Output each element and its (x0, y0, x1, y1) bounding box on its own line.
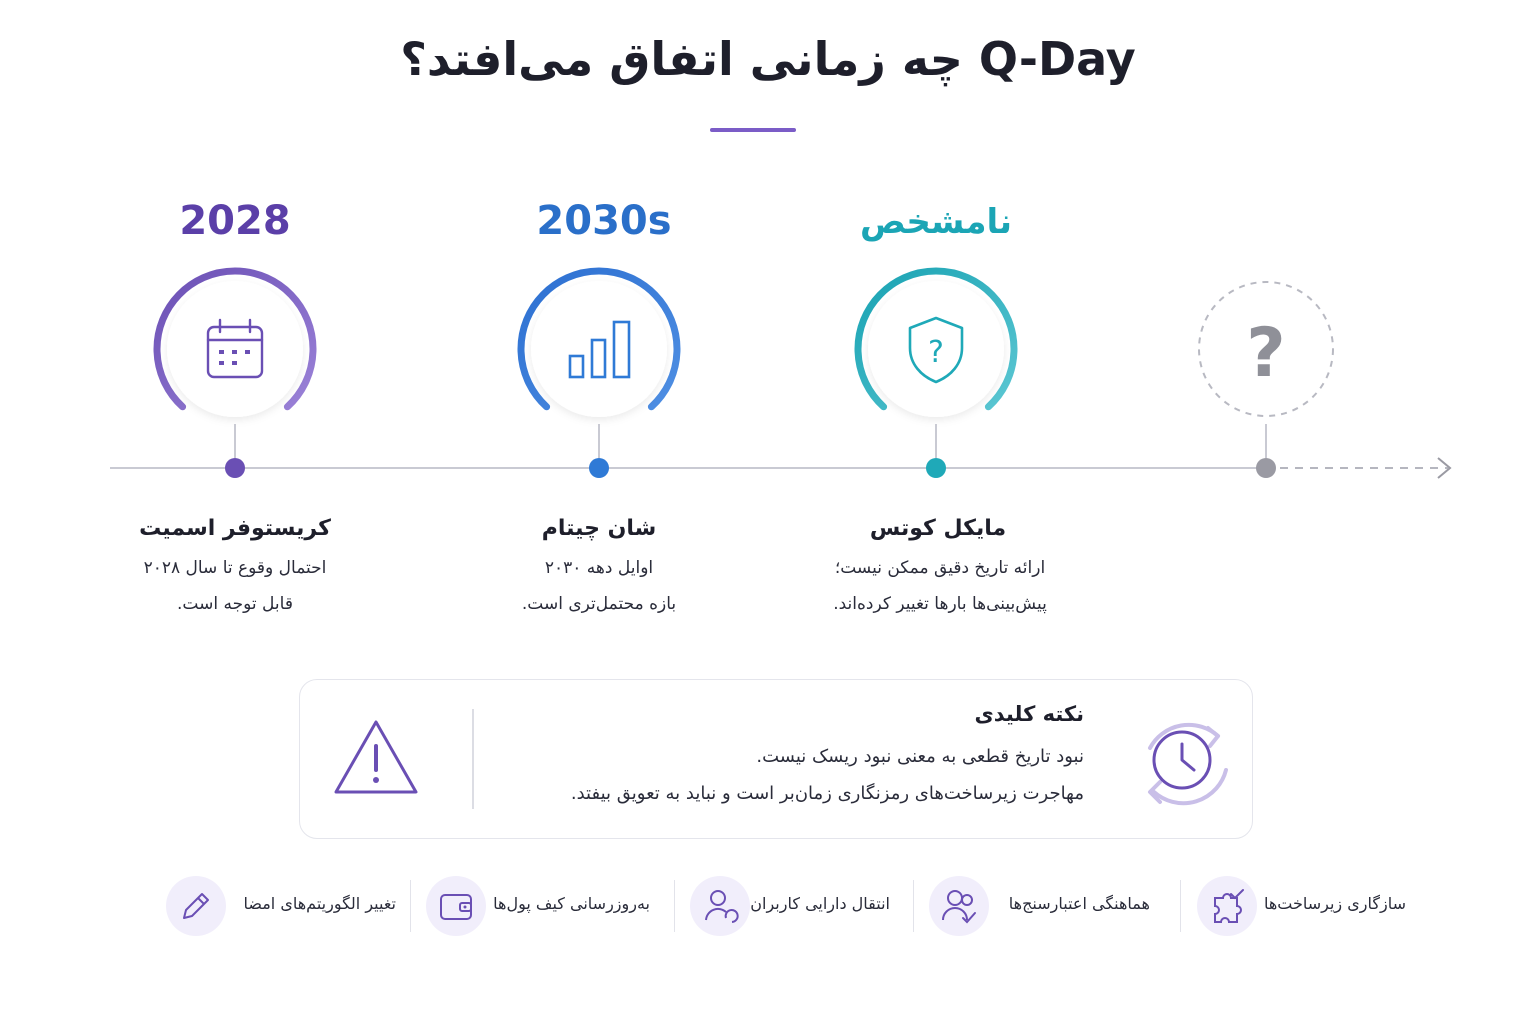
clock-refresh-icon (1130, 708, 1234, 812)
warning-icon (330, 716, 422, 798)
year-label: نامشخص (859, 202, 1013, 242)
wallet-icon (426, 876, 486, 936)
feature-label: سازگاری زیرساخت‌ها (1263, 894, 1406, 913)
pen-icon (166, 876, 226, 936)
key-note-title: نکته کلیدی (974, 702, 1084, 726)
separator (913, 880, 914, 932)
page-title: Q-Day چه زمانی اتفاق می‌افتد؟ (400, 32, 1136, 86)
feature-label: انتقال دارایی کاربران (750, 894, 890, 913)
separator (1180, 880, 1181, 932)
timeline-dot (589, 458, 609, 478)
divider (472, 709, 474, 809)
question-mark-icon: ? (1246, 314, 1286, 393)
year-label: 2030s (536, 198, 672, 244)
timeline-node-unknown (858, 271, 1014, 478)
person-desc: ارائه تاریخ دقیق ممکن نیست؛ پیش‌بینی‌ها بارها تغییر کرده‌اند. (833, 558, 1047, 614)
timeline-node-future (1199, 282, 1333, 478)
users-check-icon (929, 876, 989, 936)
feature-label: هماهنگی اعتبارسنج‌ها (1008, 894, 1150, 913)
user-transfer-icon (690, 876, 750, 936)
person-name: مایکل کوتس (869, 516, 1007, 541)
timeline-dot (926, 458, 946, 478)
separator (410, 880, 411, 932)
person-name: کریستوفر اسمیت (139, 516, 331, 541)
feature-label: تغییر الگوریتم‌های امضا (243, 894, 396, 913)
timeline-dot (225, 458, 245, 478)
person-desc: احتمال وقوع تا سال ۲۰۲۸ قابل توجه است. (143, 558, 327, 614)
svg-text:?: ? (928, 335, 944, 370)
timeline-node-2028 (157, 271, 313, 478)
feature-label: به‌روزرسانی کیف پول‌ها (493, 894, 650, 913)
separator (674, 880, 675, 932)
person-desc: اوایل دهه ۲۰۳۰ بازه محتمل‌تری است. (521, 558, 677, 614)
year-label: 2028 (179, 198, 291, 244)
person-name: شان چیتام (541, 516, 657, 541)
puzzle-check-icon (1197, 876, 1257, 936)
arrow-head-icon (1438, 458, 1450, 478)
timeline-node-2030s (521, 271, 677, 478)
timeline-dot (1256, 458, 1276, 478)
key-note-line: نبود تاریخ قطعی به معنی نبود ریسک نیست. (756, 746, 1084, 767)
key-note-line: مهاجرت زیرساخت‌های رمزنگاری زمان‌بر است و نباید به تعویق بیفتد. (570, 783, 1084, 804)
